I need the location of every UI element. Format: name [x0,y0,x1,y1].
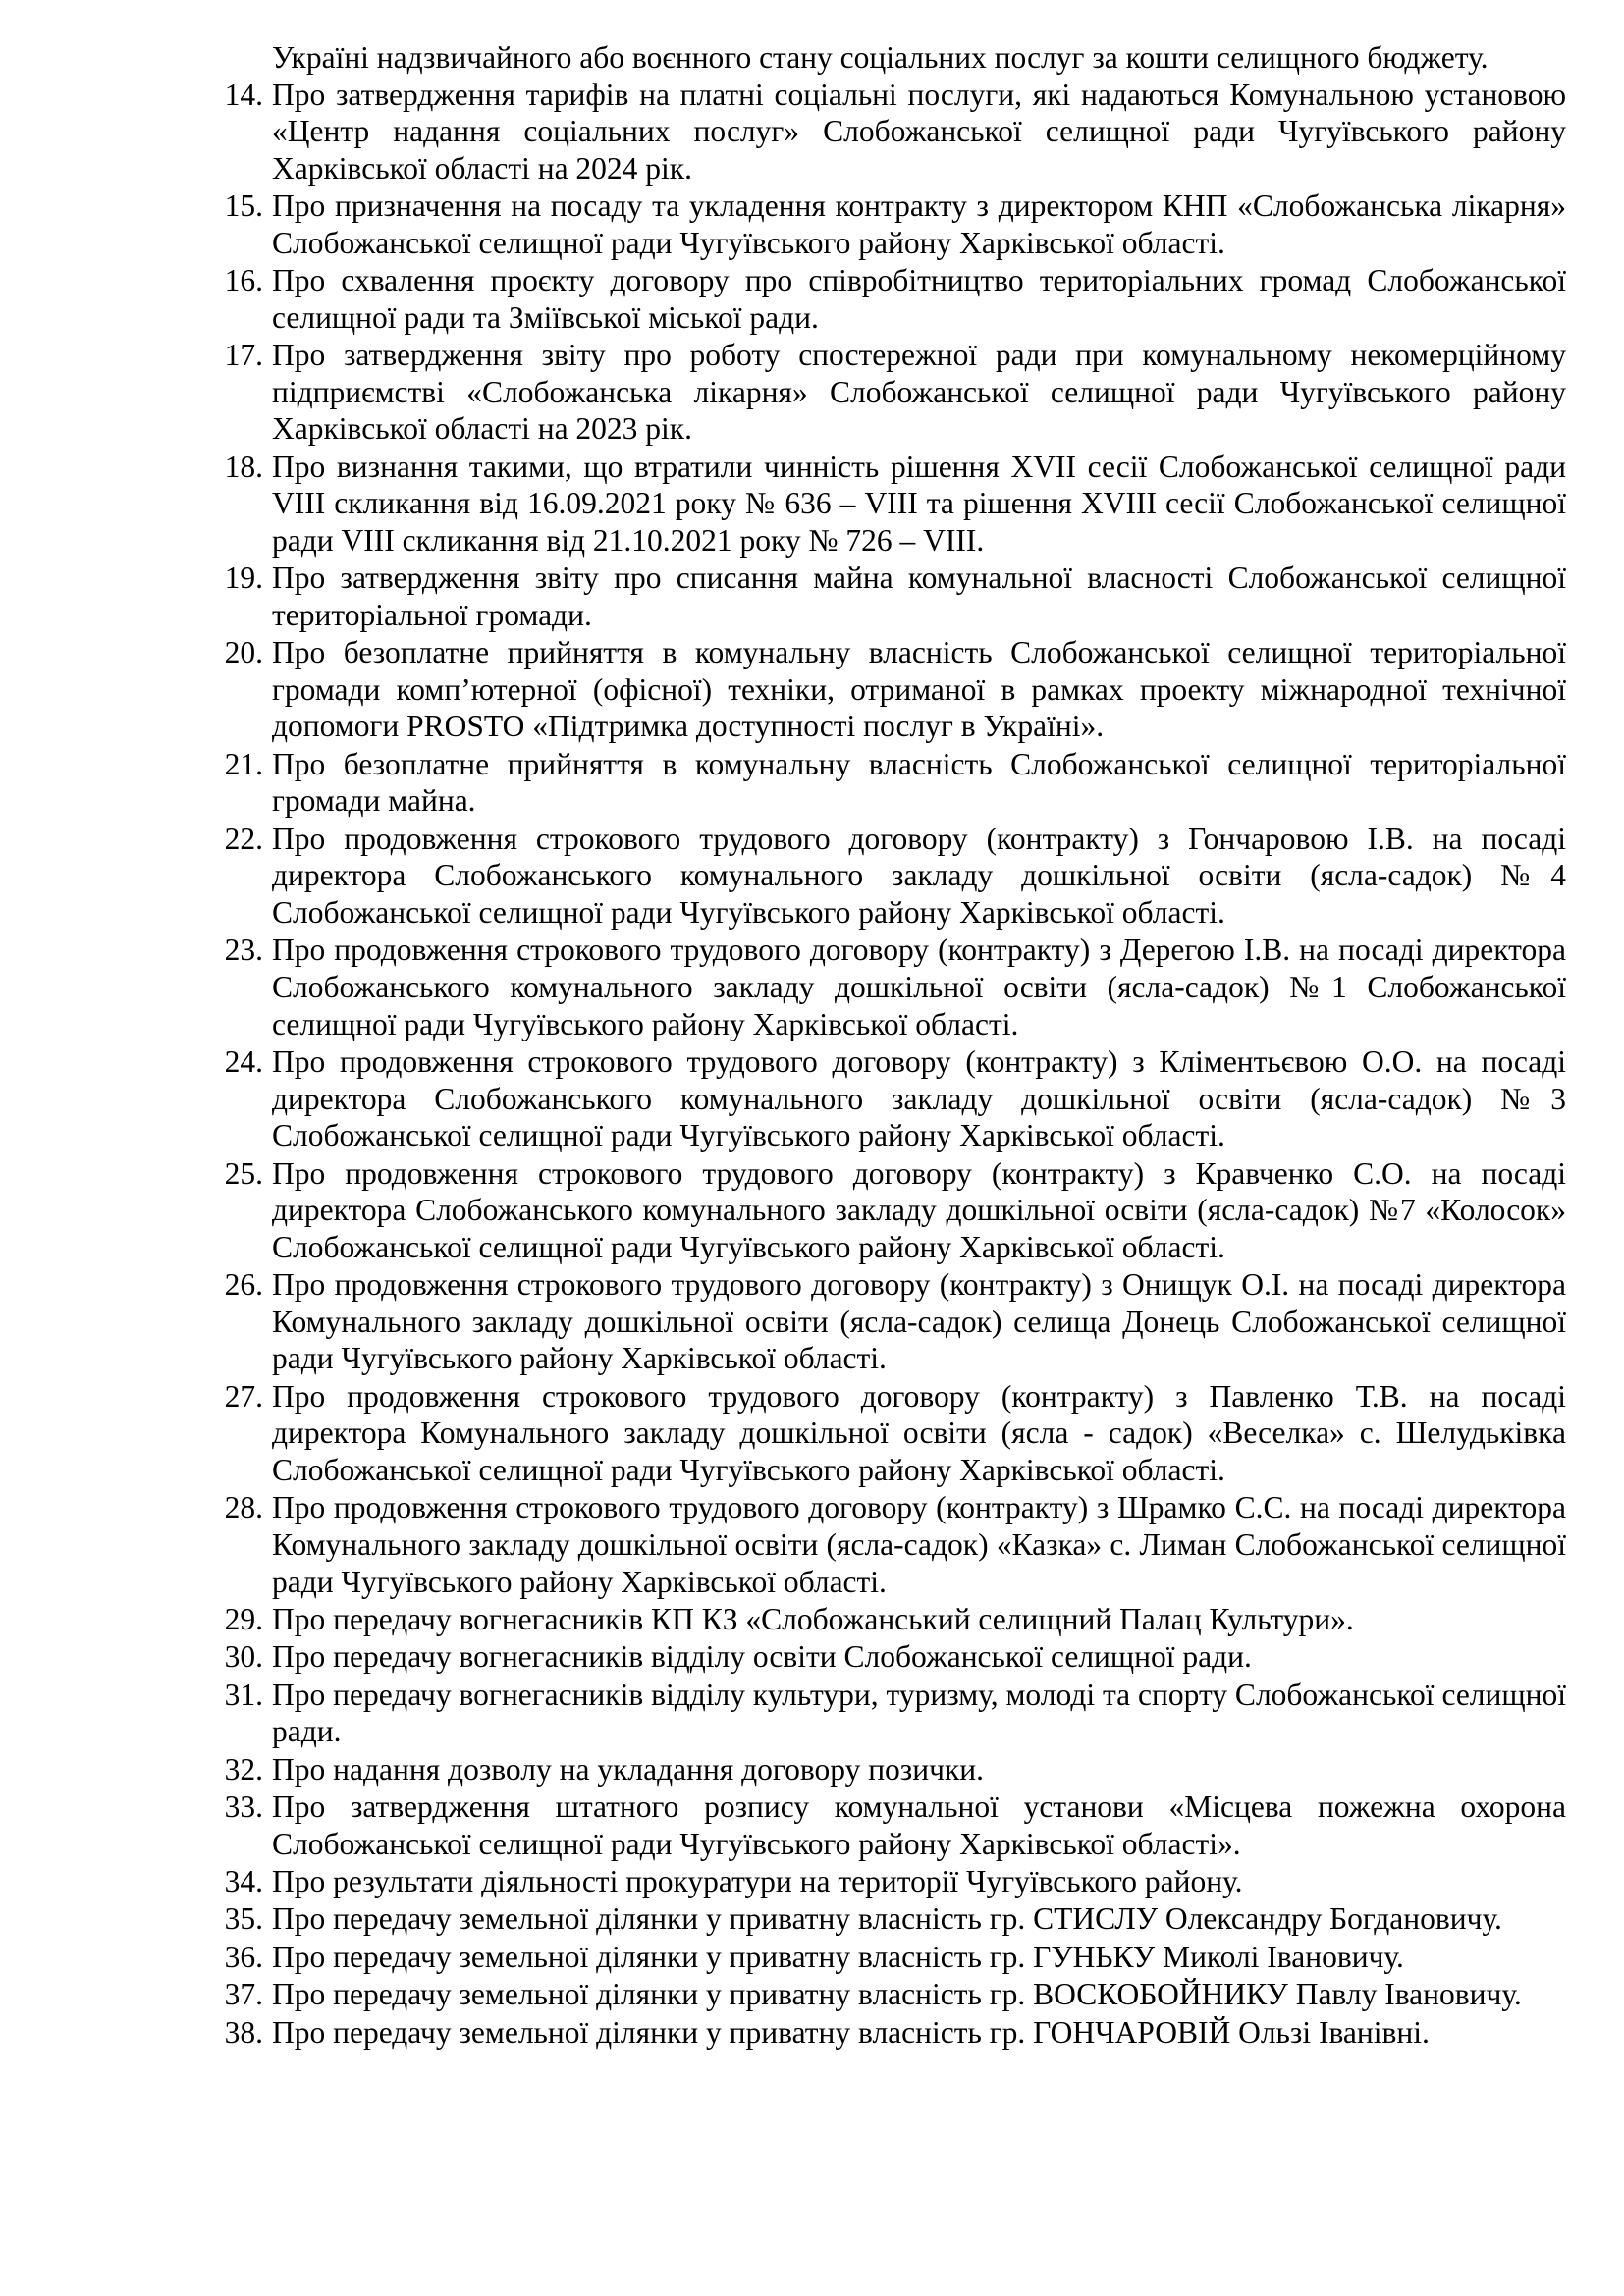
agenda-item-text: Про передачу вогнегасників відділу освіти Слобожанської селищної ради. [272,1639,1252,1675]
agenda-item-number: 20. [224,635,263,670]
agenda-item-text: Про передачу земельної ділянки у приватну власність гр. ВОСКОБОЙНИКУ Павлу Івановичу. [272,1977,1522,2012]
agenda-item [206,1266,1566,1377]
agenda-item [206,1638,1566,1676]
agenda-item [206,262,1566,336]
agenda-item-text: Про передачу вогнегасників відділу культури, туризму, молоді та спорту Слобожанської селищної ради. [272,1677,1566,1749]
agenda-item [206,1043,1566,1154]
agenda-item-text: Про надання дозволу на укладання договору позички. [272,1751,984,1787]
agenda-item-number: 23. [224,933,263,968]
agenda-item-text: Про продовження строкового трудового договору (контракту) з Кравченко С.О. на посаді директора Слобожанського комунального закладу дошкільної освіти (ясла-садок) №7 «Колосок» Слобожанської селищної ради Чугуївського району Харківської області. [272,1155,1566,1264]
agenda-item-number: 22. [224,821,263,856]
agenda-item-number: 18. [224,449,263,484]
agenda-item-text: Про затвердження звіту про роботу спостережної ради при комунальному некомерційному підприємстві «Слобожанська лікарня» Слобожанської селищної ради Чугуївського району Харківської області на 2023 рік. [272,338,1566,447]
agenda-item-text: Про передачу земельної ділянки у приватну власність гр. СТИСЛУ Олександру Богдановичу. [272,1901,1502,1937]
agenda-item-number: 34. [224,1864,263,1899]
agenda-item [206,746,1566,820]
agenda-item [206,1976,1566,2013]
agenda-item [206,1939,1566,1976]
agenda-item-number: 25. [224,1155,263,1191]
agenda-item [206,77,1566,187]
agenda-item-number: 33. [224,1789,263,1825]
agenda-item-number: 15. [224,188,263,224]
agenda-item-text: Про продовження строкового трудового договору (контракту) з Павленко Т.В. на посаді директора Комунального закладу дошкільної освіти (ясла - садок) «Веселка» с. Шелудьківка Слобожанської селищної ради Чугуївського району Харківської області. [272,1378,1566,1487]
agenda-item-number: 14. [224,77,263,112]
agenda-list [206,39,1566,2051]
agenda-item-text: Про продовження строкового трудового договору (контракту) з Гончаровою І.В. на посаді директора Слобожанського комунального закладу дошкільної освіти (ясла-садок) №4 Слобожанської селищної ради Чугуївського району Харківської області. [272,821,1566,931]
agenda-item-number: 24. [224,1044,263,1079]
agenda-item-number: 37. [224,1977,263,2012]
agenda-item [206,1677,1566,1750]
agenda-item [206,634,1566,745]
agenda-item [206,449,1566,560]
agenda-item-text: Про безоплатне прийняття в комунальну власність Слобожанської селищної територіальної громади майна. [272,746,1566,819]
agenda-item-text: Про передачу земельної ділянки у приватну власність гр. ГУНЬКУ Миколі Івановичу. [272,1939,1404,1974]
agenda-item-text: Про визнання такими, що втратили чинність рішення XVII сесії Слобожанської селищної ради VIII скликання від 16.09.2021 року № 636 – VIII та рішення XVIII сесії Слобожанської селищної ради VIII скликання від 21.10.2021 року № 726 – VIII. [272,449,1566,558]
agenda-item-text: Про затвердження звіту про списання майна комунальної власності Слобожанської селищної територіальної громади. [272,561,1566,632]
agenda-item-text: Про схвалення проєкту договору про співробітництво територіальних громад Слобожанської селищної ради та Зміївської міської ради. [272,263,1566,335]
agenda-item-text: Про продовження строкового трудового договору (контракту) з Онищук О.І. на посаді директора Комунального закладу дошкільної освіти (ясла-садок) селища Донець Слобожанської селищної ради Чугуївського району Харківської області. [272,1267,1566,1376]
agenda-item [206,560,1566,633]
agenda-item [206,1863,1566,1900]
agenda-item-number: 28. [224,1490,263,1525]
agenda-item-number: 21. [224,746,263,781]
agenda-item [206,1155,1566,1266]
agenda-item-number: 17. [224,338,263,373]
agenda-item-number: 30. [224,1639,263,1675]
agenda-item-text: Про результати діяльності прокуратури на території Чугуївського району. [272,1864,1243,1899]
agenda-item-text: Про затвердження штатного розпису комунальної установи «Місцева пожежна охорона Слобожанської селищної ради Чугуївського району Харківської області». [272,1789,1566,1861]
agenda-items [206,77,1566,2052]
agenda-item-number: 36. [224,1939,263,1974]
agenda-item-number: 38. [224,2014,263,2050]
agenda-item-number: 31. [224,1677,263,1712]
agenda-item [206,932,1566,1042]
agenda-item-text: Про продовження строкового трудового договору (контракту) з Дерегою І.В. на посаді директора Слобожанського комунального закладу дошкільної освіти (ясла-садок) №1 Слобожанської селищної ради Чугуївського району Харківської області. [272,933,1566,1041]
agenda-item-text: Про призначення на посаду та укладення контракту з директором КНП «Слобожанська лікарня» Слобожанської селищної ради Чугуївського району Харківської області. [272,188,1566,260]
agenda-item-text: Про продовження строкового трудового договору (контракту) з Шрамко С.С. на посаді директора Комунального закладу дошкільної освіти (ясла-садок) «Казка» с. Лиман Слобожанської селищної ради Чугуївського району Харківської області. [272,1490,1566,1599]
agenda-item [206,337,1566,448]
agenda-item-number: 35. [224,1901,263,1937]
agenda-item-number: 16. [224,263,263,298]
agenda-item-text: Про затвердження тарифів на платні соціальні послуги, які надаються Комунальною установою «Центр надання соціальних послуг» Слобожанської селищної ради Чугуївського району Харківської області на 2024 рік. [272,77,1566,186]
agenda-item [206,821,1566,932]
agenda-item-number: 26. [224,1267,263,1303]
agenda-item [206,1489,1566,1600]
agenda-item [206,1789,1566,1862]
agenda-item [206,1601,1566,1638]
agenda-item [206,2014,1566,2052]
agenda-item-number: 27. [224,1378,263,1414]
agenda-item-number: 32. [224,1751,263,1787]
agenda-item-number: 19. [224,561,263,596]
agenda-item [206,1751,1566,1789]
agenda-item-text: Про передачу земельної ділянки у приватну власність гр. ГОНЧАРОВІЙ Ользі Іванівні. [272,2014,1430,2050]
agenda-item [206,187,1566,261]
agenda-item-text: Про продовження строкового трудового договору (контракту) з Кліментьєвою О.О. на посаді директора Слобожанського комунального закладу дошкільної освіти (ясла-садок) №3 Слобожанської селищної ради Чугуївського району Харківської області. [272,1044,1566,1153]
agenda-item [206,1378,1566,1489]
agenda-item-text: Про передачу вогнегасників КП КЗ «Слобожанський селищний Палац Культури». [272,1601,1354,1636]
agenda-item-text: Про безоплатне прийняття в комунальну власність Слобожанської селищної територіальної громади комп’ютерної (офісної) техніки, отриманої в рамках проекту міжнародної технічної допомоги PROSTO «Підтримка доступності послуг в Україні». [272,635,1566,744]
agenda-item [206,1900,1566,1938]
agenda-item-number: 29. [224,1601,263,1636]
continued-agenda-text: Україні надзвичайного або воєнного стану соціальних послуг за кошти селищного бюджету. [272,40,1489,75]
